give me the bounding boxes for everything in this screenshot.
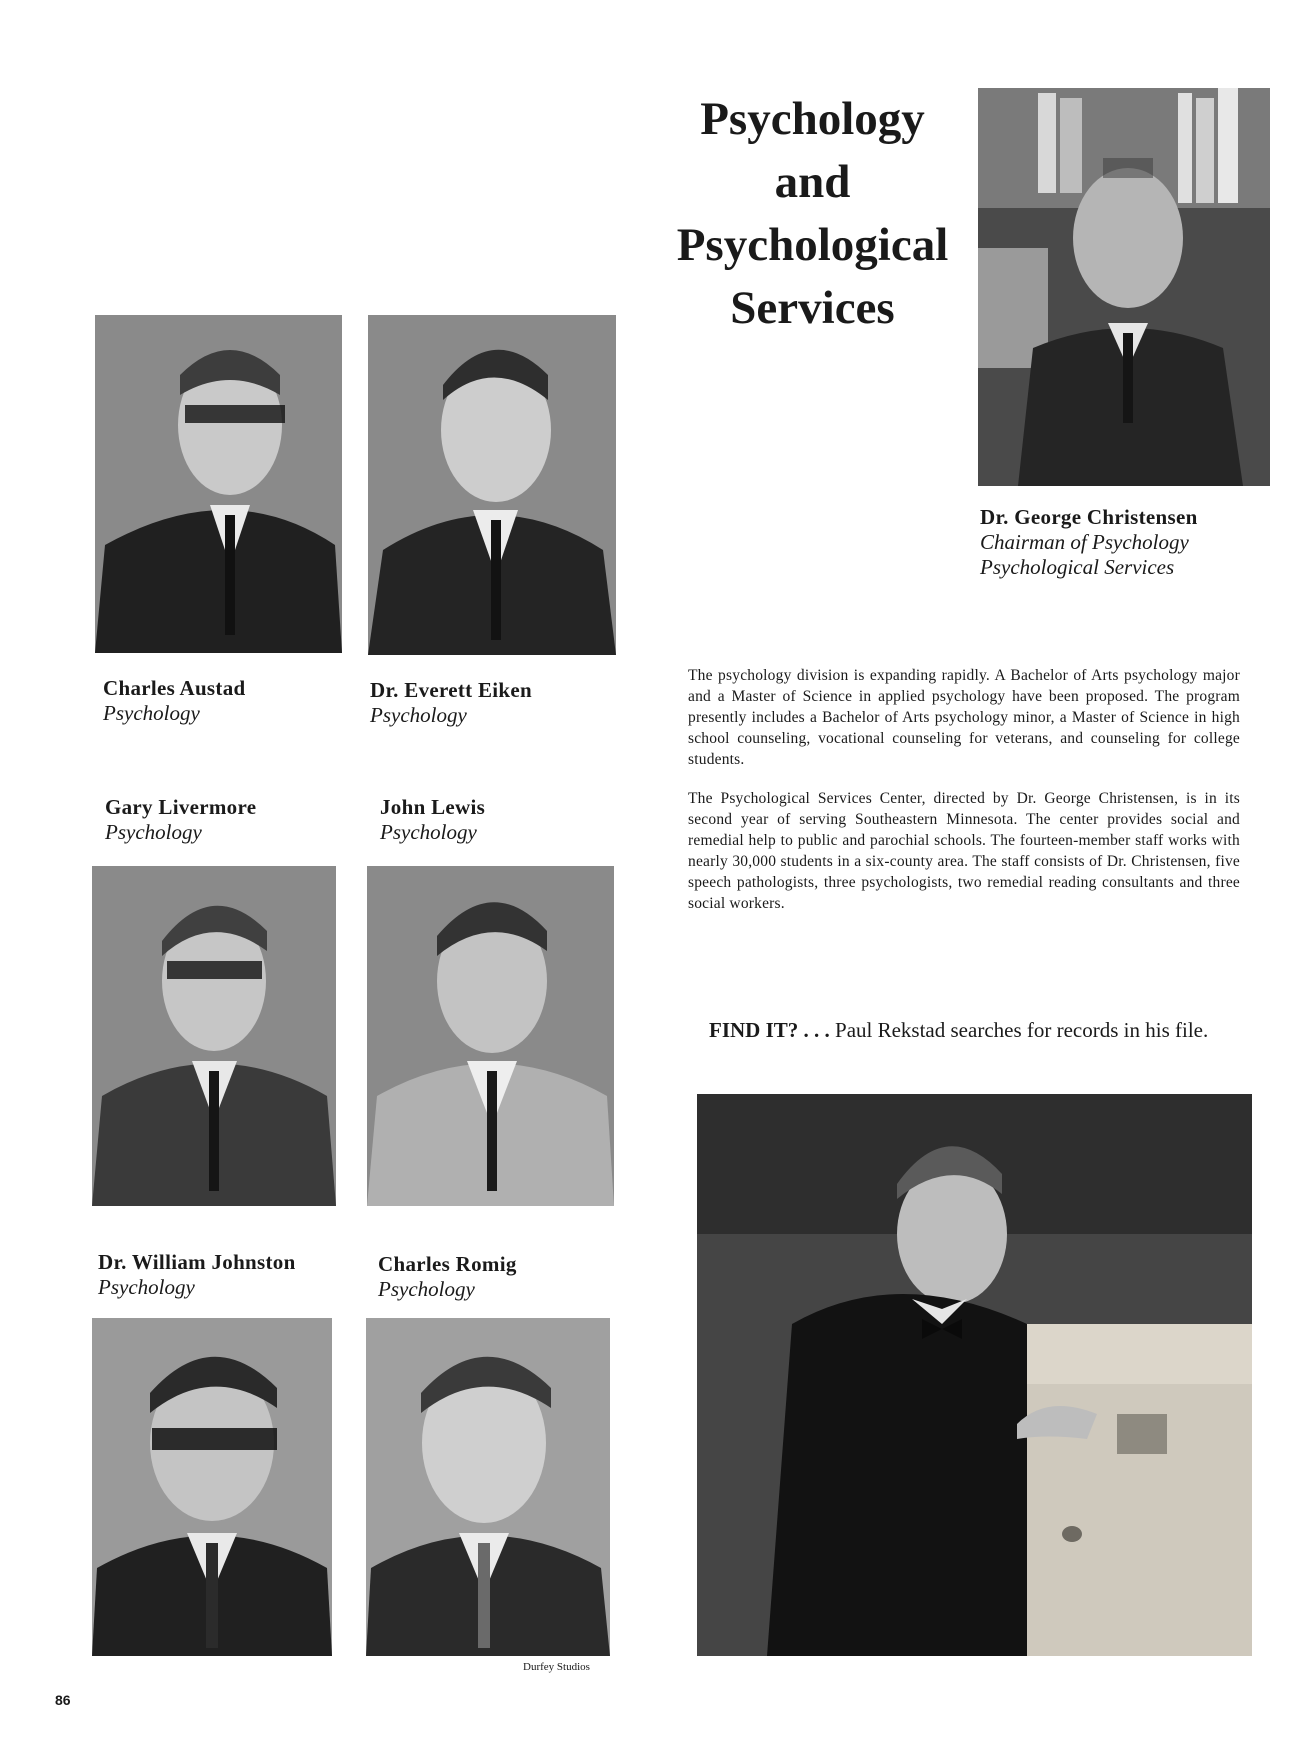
chairman-role-1: Chairman of Psychology [980, 530, 1189, 554]
page-number: 86 [55, 1692, 71, 1708]
faculty-dept-lewis: Psychology [380, 820, 477, 844]
caption-text: Paul Rekstad searches for records in his file. [835, 1018, 1209, 1042]
title-line-3: Psychological [676, 219, 949, 271]
faculty-photo-austad [95, 315, 342, 653]
faculty-name-johnston: Dr. William Johnston [98, 1250, 296, 1274]
faculty-dept-livermore: Psychology [105, 820, 202, 844]
title-line-4: Services [730, 282, 895, 334]
faculty-name-austad: Charles Austad [103, 676, 246, 700]
records-photo [697, 1094, 1252, 1656]
chairman-photo [978, 88, 1270, 486]
body-paragraph-1: The psychology division is expanding rapidly. A Bachelor of Arts psychology major and a Master of Science in applied psychology have been proposed. The program presently includes a Bachelor of Arts psychology minor, a Master of Science in high school counseling, vocational counseling for veterans, and counseling for college students. [688, 667, 1240, 768]
faculty-name-lewis: John Lewis [380, 795, 486, 819]
faculty-photo-eiken [368, 315, 616, 655]
chairman-name: Dr. George Christensen [980, 505, 1198, 529]
page-title [655, 88, 970, 340]
photo-credit: Durfey Studios [523, 1661, 590, 1673]
body-paragraph-2: The Psychological Services Center, directed by Dr. George Christensen, is in its second year of serving Southeastern Minnesota. The center provides social and remedial help to public and parochial schools. The fourteen-member staff works with nearly 30,000 students in a six-county area. The staff consists of Dr. Christensen, five speech pathologists, three psychologists, two remedial reading consultants and three social workers. [688, 790, 1240, 912]
faculty-photo-romig [366, 1318, 610, 1656]
faculty-dept-johnston: Psychology [98, 1275, 195, 1299]
faculty-photo-johnston [92, 1318, 332, 1656]
faculty-dept-romig: Psychology [378, 1277, 475, 1301]
caption-lead: FIND IT? . . . [709, 1018, 830, 1042]
title-line-2: and [774, 156, 851, 208]
faculty-dept-austad: Psychology [103, 701, 200, 725]
chairman-role-2: Psychological Services [980, 555, 1175, 579]
faculty-name-romig: Charles Romig [378, 1252, 517, 1276]
faculty-photo-livermore [92, 866, 336, 1206]
photo-caption [709, 1018, 1249, 1043]
faculty-dept-eiken: Psychology [370, 703, 467, 727]
title-line-1: Psychology [700, 93, 925, 145]
faculty-name-eiken: Dr. Everett Eiken [370, 678, 533, 702]
faculty-photo-lewis [367, 866, 614, 1206]
faculty-name-livermore: Gary Livermore [105, 795, 257, 819]
